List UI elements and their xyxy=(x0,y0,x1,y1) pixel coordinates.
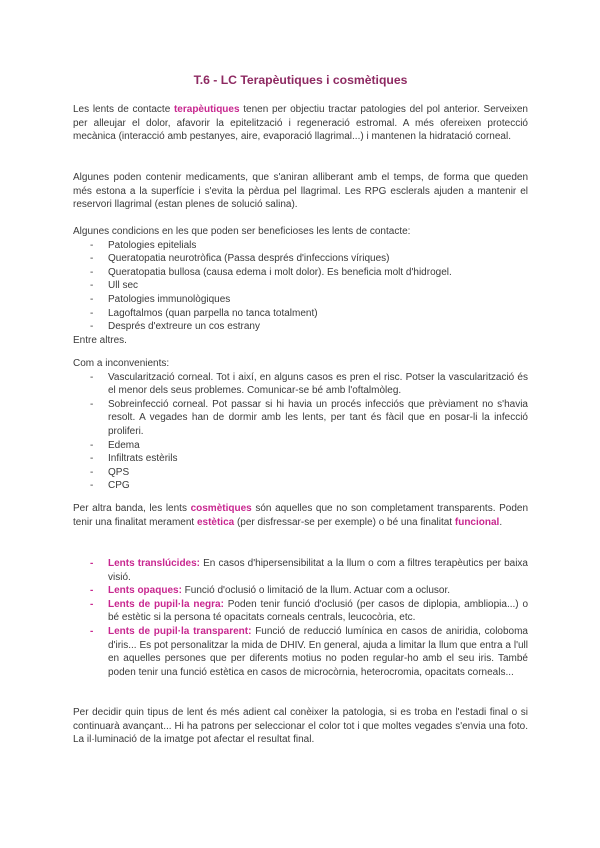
conditions-intro: Algunes condicions en les que poden ser beneficioses les lents de contacte: xyxy=(73,226,411,237)
lens-type-opaque xyxy=(73,584,528,598)
text: són aquelles que no son completament transparents. Poden tenir una finalitat merament xyxy=(73,503,529,528)
list-item: - Edema xyxy=(73,439,528,453)
list-item: - Sobreinfecció corneal. Pot passar si hi havia un procés infecciós que prèviament no s'havia resolt. A vegades han de dormir amb les lents, per tant és fàcil que en posar-li la infecció proliferi. xyxy=(73,398,528,439)
conditions-section xyxy=(73,225,528,347)
list-item: - Lagoftalmos (quan parpella no tanca totalment) xyxy=(73,307,528,321)
lens-type-label: Lents translúcides: xyxy=(108,558,201,569)
lens-type-text: Poden tenir funció d'oclusió (per casos de diplopia, ambliopia...) o bé estètic si la persona té opacitats corneals centrals, leucocòria, etc. xyxy=(108,598,528,624)
intro-paragraph xyxy=(73,103,528,144)
list-item: - Després d'extreure un cos estrany xyxy=(73,320,528,334)
medication-paragraph: Algunes poden contenir medicaments, que s'aniran alliberant amb el temps, de forma que queden més estona a la superfície i s'evita la pèrdua pel llagrimal. Les RPG esclerals ajuden a mantenir el reservori llagrimal (estan plenes de solució salina). xyxy=(73,172,528,211)
conditions-list xyxy=(73,239,528,334)
highlight-functional: funcional xyxy=(454,516,500,528)
highlight-therapeutic: terapèutiques xyxy=(173,104,240,115)
list-item: - Infiltrats estèrils xyxy=(73,452,528,466)
drawbacks-intro: Com a inconvenients: xyxy=(73,358,170,369)
text: . xyxy=(499,516,503,528)
text: Per altra banda, les lents xyxy=(73,503,191,514)
lens-type-black-pupil xyxy=(73,598,528,625)
list-item: - Queratopatia bullosa (causa edema i molt dolor). Es beneficia molt d'hidrogel. xyxy=(73,266,528,280)
drawbacks-section xyxy=(73,357,528,493)
lens-type-label: Lents de pupil·la negra: xyxy=(108,598,224,610)
text: Les lents de contacte xyxy=(73,104,174,115)
list-item: - QPS xyxy=(73,466,528,480)
lens-type-label: Lents opaques: xyxy=(108,585,182,597)
list-item: - Patologies epitelials xyxy=(73,239,528,253)
list-item: - Queratopatia neurotròfica (Passa després d'infeccions víriques) xyxy=(73,252,528,266)
lens-type-text: Funció de reducció lumínica en casos de aniridia, coloboma d'iris... Es pot personalitzar la mida de DHIV. En general, ajuda a limitar la llum que entra a l'ull en aquelles persones que per diferents motius no poden regular-ho amb el seu iris. També poden tenir una funció estètica en casos de microcòrnia, heterocromia, opacitats corneals... xyxy=(108,625,528,678)
list-item: - Patologies immunològiques xyxy=(73,293,528,307)
lens-type-text: Funció d'oclusió o limitació de la llum. Actuar com a oclusor. xyxy=(181,585,451,597)
list-item: - Ull sec xyxy=(73,279,528,293)
highlight-cosmetic: cosmètiques xyxy=(190,503,252,514)
closing-paragraph: Per decidir quin tipus de lent és més adient cal conèixer la patologia, si es troba en l'estadi final o si continuarà avançant... Hi ha patrons per seleccionar el color tot i que moltes vegades s'envia una foto. La il·luminació de la imatge pot afectar el resultat final. xyxy=(73,707,528,746)
text: (per disfressar-se per exemple) o bé una finalitat xyxy=(234,516,455,528)
page-title: T.6 - LC Terapèutiques i cosmètiques xyxy=(193,73,408,87)
cosmetic-paragraph xyxy=(73,502,528,529)
conditions-outro: Entre altres. xyxy=(73,334,127,346)
lens-types-list xyxy=(73,557,528,679)
text: tenen per objectiu tractar patologies del pol anterior. Serveixen per alleujar el dolor, afavorir la epitelització i regeneració estromal. A més ofereixen protecció mecànica (interacció amb pestanyes, aire, evaporació llagrimal...) i mantenen la hidratació corneal. xyxy=(73,104,528,143)
lens-type-text: En casos d'hipersensibilitat a la llum o com a filtres terapèutics per baixa visió. xyxy=(108,558,528,583)
drawbacks-list xyxy=(73,371,528,493)
lens-type-transparent-pupil xyxy=(73,625,528,679)
list-item: - Vascularització corneal. Tot i així, en alguns casos es pren el risc. Potser la vascularització és el menor dels seus problemes. Comunicar-se bé amb l'oftalmòleg. xyxy=(73,371,528,398)
lens-type-translucent xyxy=(73,557,528,584)
lens-type-label: Lents de pupil·la transparent: xyxy=(108,625,252,637)
highlight-aesthetic: estètica xyxy=(196,516,235,528)
list-item: - CPG xyxy=(73,479,528,493)
